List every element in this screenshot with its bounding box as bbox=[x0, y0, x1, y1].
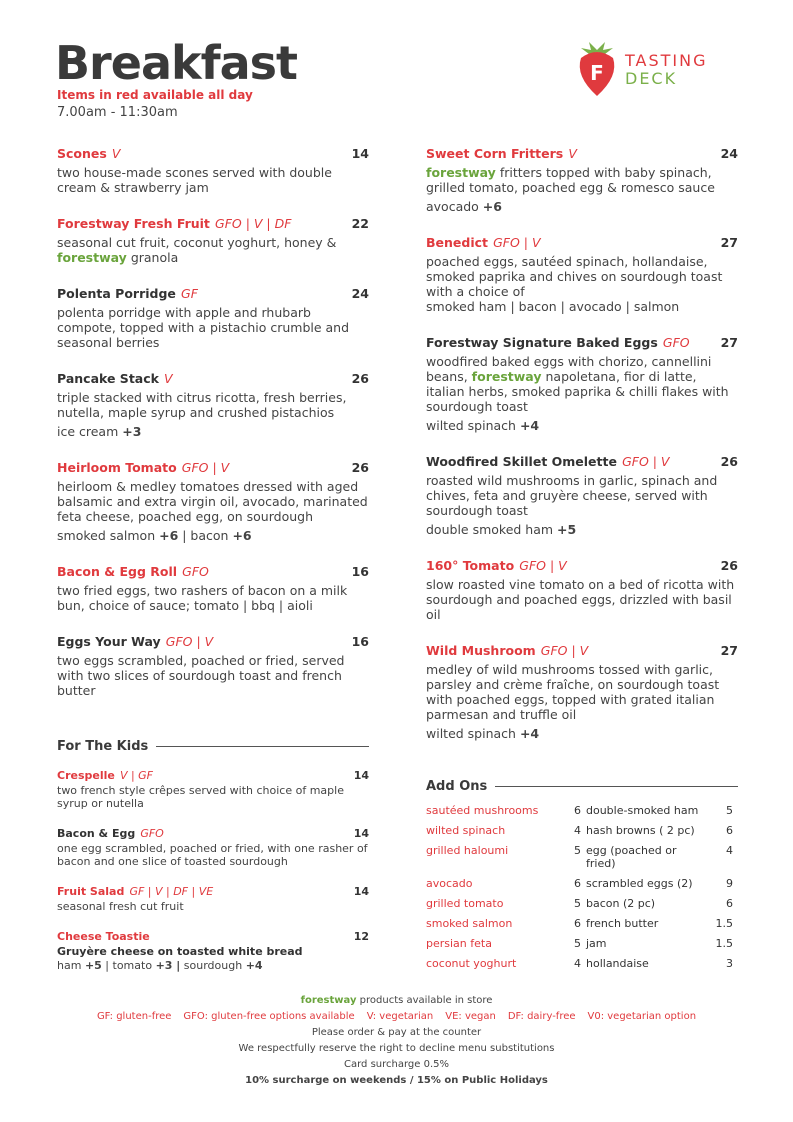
addon-name: smoked salmon bbox=[426, 917, 513, 930]
dietary-legend bbox=[0, 1011, 793, 1022]
item-price: 26 bbox=[351, 460, 369, 475]
menu-item-forestway-fresh-fruit bbox=[57, 213, 369, 265]
addon-price: 3 bbox=[726, 957, 733, 970]
availability-note: Items in red available all day bbox=[57, 88, 253, 102]
addon-name: jam bbox=[586, 937, 607, 950]
menu-item-bacon-egg-roll bbox=[57, 561, 369, 613]
item-description: two eggs scrambled, poached or fried, served with two slices of sourdough toast and french butter bbox=[57, 653, 345, 698]
item-price: 16 bbox=[351, 634, 369, 649]
addon-name: french butter bbox=[586, 917, 659, 930]
addon-price: 4 bbox=[574, 824, 581, 837]
item-price: 26 bbox=[351, 371, 369, 386]
item-name: Bacon & Egg Roll bbox=[57, 564, 178, 579]
item-description: seasonal cut fruit, coconut yoghurt, honey & forestway granola bbox=[57, 235, 337, 265]
menu-item-baked-eggs: Forestway Signature Baked Eggs GFO 27 woodfired baked eggs with chorizo, cannellini beans, forestway napoletana, fior di latte, italian herbs, smoked paprika & chilli flakes with sourdough toast wilted spinach +4 bbox=[426, 335, 738, 433]
item-description: triple stacked with citrus ricotta, fresh berries, nutella, maple syrup and crushed pistachios bbox=[57, 390, 347, 420]
divider bbox=[156, 746, 369, 747]
legend-entry: GFO: gluten-free options available bbox=[183, 1011, 355, 1022]
card-surcharge: Card surcharge 0.5% bbox=[344, 1059, 449, 1070]
legend-entry: V0: vegetarian option bbox=[587, 1011, 697, 1022]
substitution-note: We respectfully reserve the right to decline menu substitutions bbox=[238, 1043, 555, 1054]
addon-name: coconut yoghurt bbox=[426, 957, 517, 970]
page-title: Breakfast bbox=[55, 36, 298, 90]
holiday-surcharge: 10% surcharge on weekends / 15% on Public Holidays bbox=[245, 1075, 548, 1086]
addon-name: avocado bbox=[426, 877, 473, 890]
store-note: forestway products available in store bbox=[300, 995, 493, 1006]
item-extra: smoked salmon +6 | bacon +6 bbox=[57, 528, 252, 543]
addon-price: 9 bbox=[726, 877, 733, 890]
item-name: Polenta Porridge bbox=[57, 286, 176, 301]
kids-item-fruit-salad: Fruit Salad GF | V | DF | VE 14 seasonal fresh cut fruit bbox=[57, 885, 369, 913]
menu-item-scones bbox=[57, 143, 369, 195]
addon-price: 6 bbox=[574, 877, 581, 890]
addon-price: 6 bbox=[726, 897, 733, 910]
menu-item-pancake-stack bbox=[57, 368, 369, 439]
addons-heading: Add Ons bbox=[426, 779, 488, 794]
addon-price: 6 bbox=[726, 824, 733, 837]
addon-price: 5 bbox=[726, 804, 733, 817]
addons-section bbox=[426, 779, 738, 970]
addon-name: wilted spinach bbox=[426, 824, 506, 837]
item-name: Heirloom Tomato bbox=[57, 460, 177, 475]
item-name: Forestway Fresh Fruit bbox=[57, 216, 210, 231]
logo-letter: F bbox=[590, 61, 604, 85]
addon-price: 1.5 bbox=[715, 937, 733, 950]
item-name: Scones bbox=[57, 146, 107, 161]
legend-entry: VE: vegan bbox=[445, 1011, 496, 1022]
menu-item-sweet-corn-fritters: Sweet Corn Fritters V 24 forestway fritters topped with baby spinach, grilled tomato, poached egg & romesco sauce avocado +6 bbox=[426, 146, 738, 214]
addon-price: 5 bbox=[574, 897, 581, 910]
addon-name: grilled tomato bbox=[426, 897, 504, 910]
logo-text-tasting: TASTING bbox=[625, 51, 708, 70]
addon-name: egg (poached or fried) bbox=[586, 844, 677, 870]
item-tags: GFO | V bbox=[165, 634, 214, 649]
item-price: 14 bbox=[351, 146, 369, 161]
legend-entry: V: vegetarian bbox=[366, 1011, 434, 1022]
item-price: 24 bbox=[351, 286, 369, 301]
menu-item-160-tomato: 160° Tomato GFO | V 26 slow roasted vine tomato on a bed of ricotta with sourdough and poached eggs, drizzled with basil oil bbox=[426, 558, 738, 622]
item-extra: ice cream +3 bbox=[57, 424, 142, 439]
addon-name: grilled haloumi bbox=[426, 844, 509, 857]
kids-item-bacon-egg: Bacon & Egg GFO 14 one egg scrambled, poached or fried, with one rasher of bacon and one slice of toasted sourdough bbox=[57, 827, 369, 868]
addons-list bbox=[426, 804, 738, 970]
menu-item-benedict: Benedict GFO | V 27 poached eggs, sautéed spinach, hollandaise, smoked paprika and chives on sourdough toast with a choice of smoked ham | bacon | avocado | salmon bbox=[426, 235, 738, 314]
kids-section bbox=[57, 739, 369, 984]
addon-price: 5 bbox=[574, 844, 581, 857]
right-menu-column bbox=[426, 143, 738, 759]
brand-logo bbox=[575, 36, 755, 100]
kids-heading: For The Kids bbox=[57, 739, 149, 754]
addon-price: 4 bbox=[574, 957, 581, 970]
divider bbox=[495, 786, 738, 787]
left-menu-column bbox=[57, 143, 369, 716]
item-tags: V bbox=[111, 146, 121, 161]
addon-price: 4 bbox=[726, 844, 733, 857]
addon-name: persian feta bbox=[426, 937, 492, 950]
kids-item-cheese-toastie: Cheese Toastie 12 Gruyère cheese on toasted white bread ham +5 | tomato +3 | sourdough +4 bbox=[57, 930, 369, 972]
item-tags: GFO | V bbox=[181, 460, 230, 475]
addon-name: bacon (2 pc) bbox=[586, 897, 656, 910]
legend-entry: DF: dairy-free bbox=[507, 1011, 576, 1022]
addon-price: 6 bbox=[574, 917, 581, 930]
item-price: 16 bbox=[351, 564, 369, 579]
strawberry-logo-icon bbox=[575, 36, 619, 98]
menu-item-eggs-your-way bbox=[57, 631, 369, 698]
menu-item-polenta-porridge bbox=[57, 283, 369, 350]
addon-name: scrambled eggs (2) bbox=[586, 877, 693, 890]
item-tags: GFO bbox=[182, 564, 209, 579]
addon-name: hollandaise bbox=[586, 957, 649, 970]
addon-name: double-smoked ham bbox=[586, 804, 699, 817]
kids-item-crespelle: Crespelle V | GF 14 two french style crêpes served with choice of maple syrup or nutella bbox=[57, 769, 369, 810]
addon-price: 6 bbox=[574, 804, 581, 817]
item-description: two fried eggs, two rashers of bacon on a milk bun, choice of sauce; tomato | bbq | aioli bbox=[57, 583, 348, 613]
item-tags: GF bbox=[181, 286, 198, 301]
footer bbox=[0, 995, 793, 1091]
item-tags: V bbox=[164, 371, 173, 386]
logo-text-deck: DECK bbox=[625, 69, 678, 88]
addon-name: sautéed mushrooms bbox=[426, 804, 539, 817]
item-price: 22 bbox=[351, 216, 369, 231]
item-tags: GFO | V | DF bbox=[215, 216, 292, 231]
item-name: Eggs Your Way bbox=[57, 634, 161, 649]
order-note: Please order & pay at the counter bbox=[311, 1027, 482, 1038]
item-description: two house-made scones served with double cream & strawberry jam bbox=[57, 165, 332, 195]
item-name: Pancake Stack bbox=[57, 371, 159, 386]
opening-hours: 7.00am - 11:30am bbox=[57, 105, 178, 120]
menu-item-skillet-omelette: Woodfired Skillet Omelette GFO | V 26 roasted wild mushrooms in garlic, spinach and chives, feta and gruyère cheese, served with sourdough toast double smoked ham +5 bbox=[426, 454, 738, 537]
item-description: polenta porridge with apple and rhubarb compote, topped with a pistachio crumble and seasonal berries bbox=[57, 305, 350, 350]
addon-price: 1.5 bbox=[715, 917, 733, 930]
addon-name: hash browns ( 2 pc) bbox=[586, 824, 695, 837]
menu-item-heirloom-tomato bbox=[57, 457, 369, 543]
legend-entry: GF: gluten-free bbox=[96, 1011, 172, 1022]
menu-item-wild-mushroom: Wild Mushroom GFO | V 27 medley of wild mushrooms tossed with garlic, parsley and crème fraîche, on sourdough toast with poached eggs, topped with grated italian parmesan and truffle oil wilted spinach +4 bbox=[426, 643, 738, 741]
addon-price: 5 bbox=[574, 937, 581, 950]
item-description: heirloom & medley tomatoes dressed with aged balsamic and extra virgin oil, avocado, marinated feta cheese, poached egg, on sourdough bbox=[57, 479, 368, 524]
